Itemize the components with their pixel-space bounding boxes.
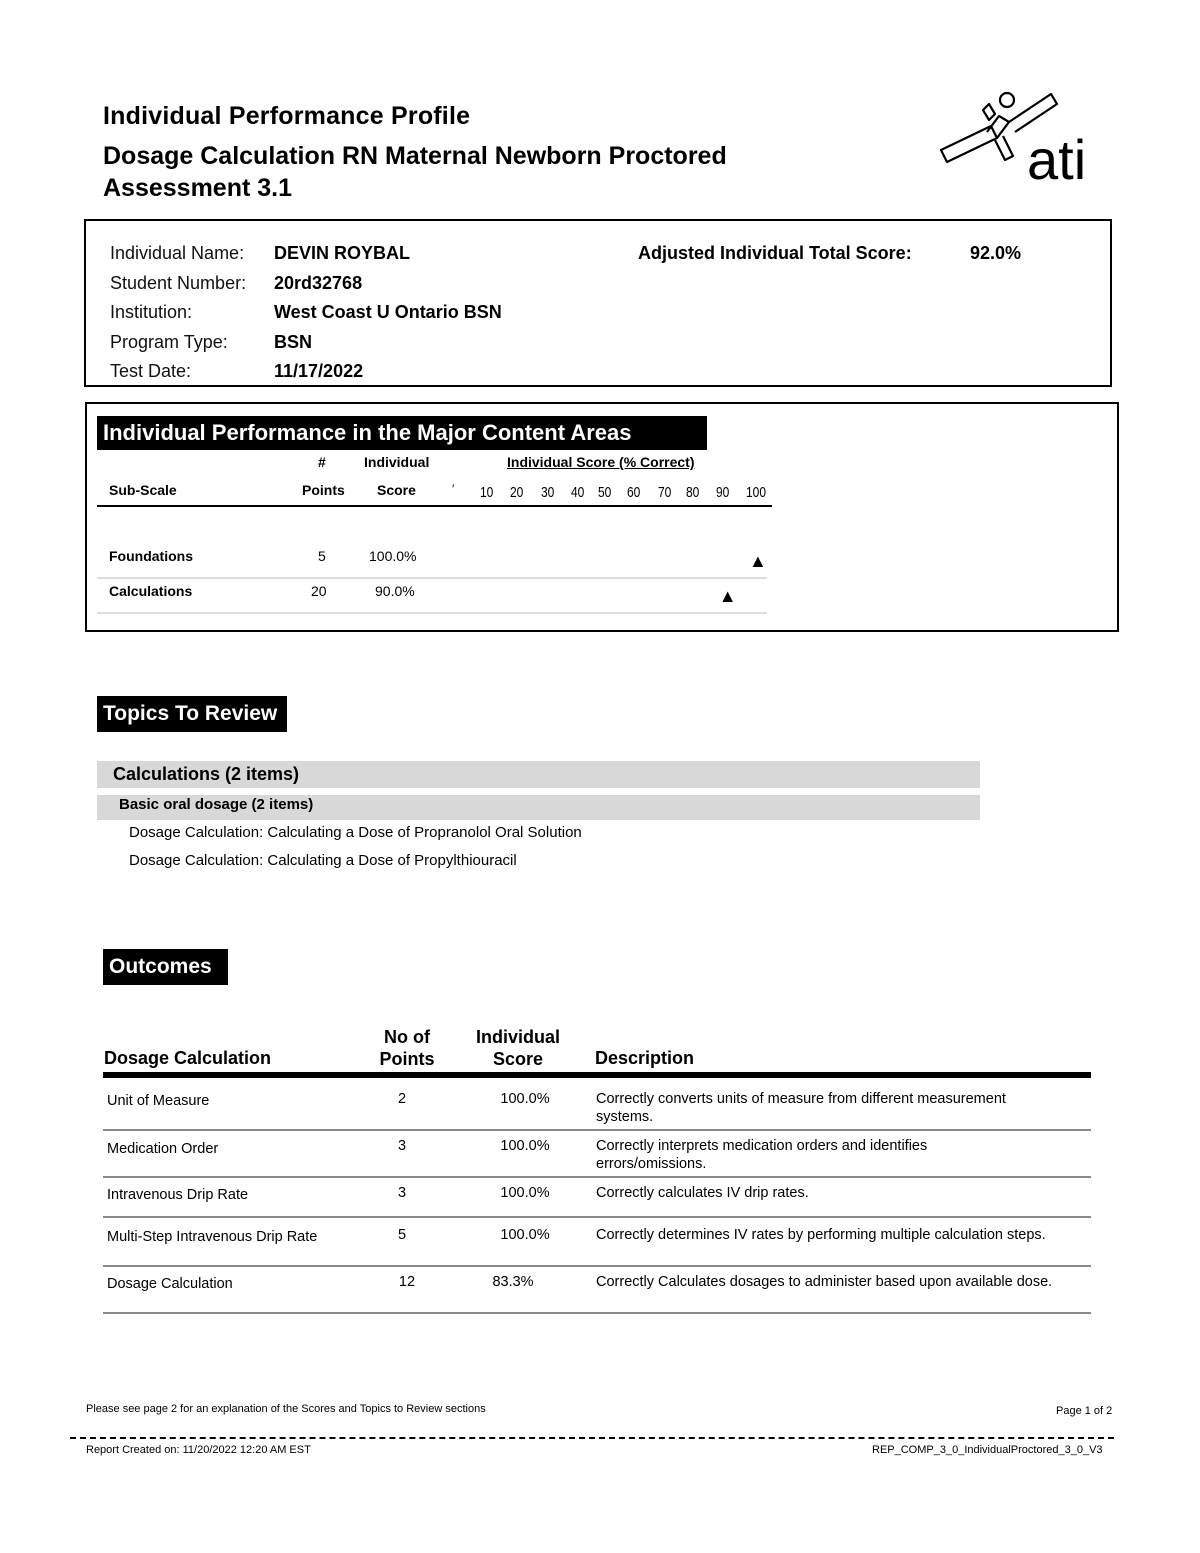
outcome-name: Intravenous Drip Rate [107,1187,249,1203]
outcome-description: Correctly converts units of measure from different measurement systems. [596,1091,1006,1125]
subscale-name: Calculations [109,583,193,599]
topic-subcategory: Basic oral dosage (2 items) [119,796,314,813]
row-divider [97,612,767,614]
report-id: REP_COMP_3_0_IndividualProctored_3_0_V3 [872,1444,1103,1456]
institution: West Coast U Ontario BSN [274,302,502,322]
student-number-label: Student Number: [110,273,247,293]
outcome-points: 3 [397,1138,407,1154]
performance-heading: Individual Performance in the Major Content Areas [97,416,707,450]
institution-label: Institution: [110,302,193,322]
subscale-points: 20 [311,583,327,599]
outcome-row-divider [103,1176,1091,1178]
outcome-row-divider [103,1129,1091,1131]
outcome-description: Correctly calculates IV drip rates. [596,1185,809,1201]
tick-label: 90 [716,484,730,501]
outcome-description: Correctly Calculates dosages to administer based upon available dose. [596,1274,1053,1290]
subscale-header: Sub-Scale [109,482,177,498]
outcome-score-header-line2: Score [492,1049,544,1069]
outcome-score: 100.0% [500,1091,550,1107]
outcome-points-header [372,1026,442,1070]
subscale-name: Foundations [109,548,193,564]
outcome-score: 100.0% [500,1227,550,1243]
report-title: Individual Performance Profile [103,102,471,130]
tick-label: 50 [598,484,612,501]
outcome-description-header: Description [595,1048,695,1068]
header-rule [97,505,772,507]
outcome-points: 5 [397,1227,407,1243]
test-date-label: Test Date: [110,361,192,381]
outcome-score: 100.0% [500,1185,550,1201]
scale-zero-mark: ′ [452,482,455,496]
topics-heading: Topics To Review [97,696,287,732]
footer-note: Please see page 2 for an explanation of the Scores and Topics to Review sections [86,1403,486,1415]
tick-label: 10 [480,484,494,501]
outcome-name: Dosage Calculation [107,1276,233,1292]
report-created: Report Created on: 11/20/2022 12:20 AM EST [86,1444,311,1456]
outcome-points: 3 [397,1185,407,1201]
subscale-score: 90.0% [375,583,415,599]
tick-label: 30 [541,484,555,501]
score-header: Score [377,482,416,498]
outcome-score: 83.3% [492,1274,534,1290]
outcome-name: Unit of Measure [107,1093,210,1109]
points-count-header: # [318,454,326,470]
score-marker: ▲ [718,586,737,606]
logo-text: ati [1027,128,1087,186]
tick-label: 80 [686,484,700,501]
program-type-label: Program Type: [110,332,228,352]
outcome-points: 2 [397,1091,407,1107]
ati-logo [935,86,1105,186]
row-divider [97,577,767,579]
program-type: BSN [274,332,313,352]
page-number: Page 1 of 2 [1056,1405,1113,1417]
score-marker: ▲ [749,551,767,571]
tick-label: 100 [746,484,767,501]
tick-label: 70 [658,484,672,501]
assessment-title: Dosage Calculation RN Maternal Newborn Proctored Assessment 3.1 [103,142,727,202]
outcome-description: Correctly determines IV rates by performing multiple calculation steps. [596,1227,1046,1243]
individual-header: Individual [364,454,430,470]
outcome-points-header-line2: Points [379,1049,435,1069]
tick-label: 60 [627,484,641,501]
subscale-points: 5 [318,548,326,564]
name-label: Individual Name: [110,243,245,263]
score-range-header: Individual Score (% Correct) [507,454,695,470]
outcome-score: 100.0% [500,1138,550,1154]
outcomes-heading: Outcomes [103,949,228,985]
outcome-name: Medication Order [107,1141,219,1157]
test-date: 11/17/2022 [274,361,364,381]
subscale-score: 100.0% [369,548,417,564]
outcome-points-header-line1: No of [384,1027,430,1047]
tick-label: 40 [571,484,585,501]
topic-category: Calculations (2 items) [113,764,300,784]
points-header: Points [302,482,345,498]
total-score-label: Adjusted Individual Total Score: [638,243,912,263]
outcome-category-header: Dosage Calculation [104,1048,272,1068]
outcome-row-divider [103,1216,1091,1218]
student-name: DEVIN ROYBAL [274,243,411,263]
topic-item: Dosage Calculation: Calculating a Dose of Propylthiouracil [129,852,517,869]
total-score: 92.0% [970,243,1022,263]
footer-dashed-rule [70,1437,1114,1439]
outcome-points: 12 [398,1274,416,1290]
outcome-name: Multi-Step Intravenous Drip Rate [107,1229,318,1245]
topic-item: Dosage Calculation: Calculating a Dose of Propranolol Oral Solution [129,824,582,841]
student-number: 20rd32768 [274,273,363,293]
outcome-row-divider [103,1312,1091,1314]
tick-label: 20 [510,484,524,501]
ati-logo-icon [935,86,1105,186]
outcomes-header-rule [103,1072,1091,1078]
outcome-row-divider [103,1265,1091,1267]
outcome-description: Correctly interprets medication orders and identifies errors/omissions. [596,1138,928,1172]
outcome-score-header [468,1026,568,1070]
outcome-score-header-line1: Individual [475,1027,560,1047]
